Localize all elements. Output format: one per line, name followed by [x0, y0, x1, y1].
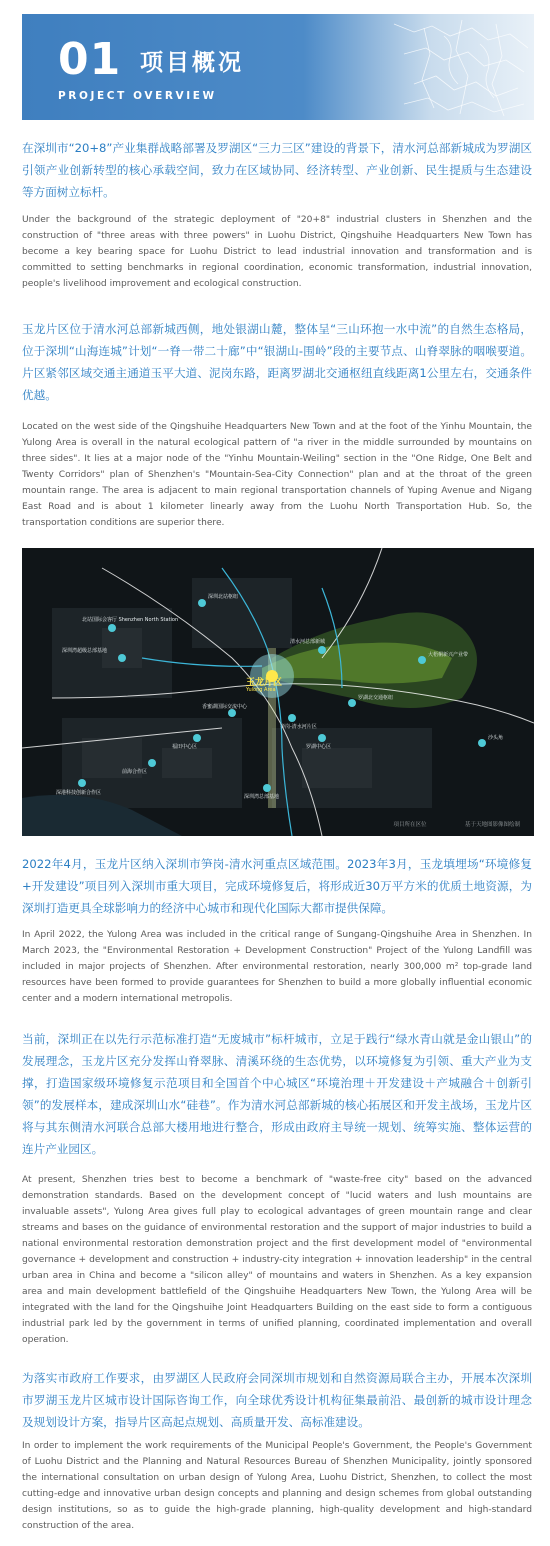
poi-label: 大梧桐新兴产业带	[428, 652, 469, 658]
paragraph-1-cn: 在深圳市“20+8”产业集群战略部署及罗湖区“三力三区”建设的背景下，清水河总部新城成为罗湖区引领产业创新转型的核心承载空间，致力在区域协同、经济转型、产业创新、民生提质与生态建设等方面树立标杆。	[22, 141, 532, 199]
paragraph-1-en: Under the background of the strategic deployment of "20+8" industrial clusters in Shenzhen and the construction of "three areas with three powers" in Luohu District, Qingshuihe Headquarters New Town has become a key bearing space for Luohu District to lead industrial innovation and transformation and is committed to setting benchmarks in regional coordination, economic transformation, industrial innovation, people's livelihood improvement and ecological construction.	[22, 215, 532, 289]
paragraph-4-cn: 当前，深圳正在以先行示范标准打造“无废城市”标杆城市，立足于践行“绿水青山就是金山银山”的发展理念，玉龙片区充分发挥山脊翠脉、清溪环绕的生态优势，以环境修复为引领、重大产业为支撑，打造国家级环境修复示范项目和全国首个中心城区“环境治理＋开发建设＋产城融合＋创新引领”的发展样本，建成深圳山水“硅巷”。作为清水河总部新城的核心拓展区和开发主战场，玉龙片区将与其东侧清水河联合总部大楼用地进行整合，形成由政府主导统一规划、统筹实施、整体运营的连片产业园区。	[22, 1032, 532, 1156]
paragraph-2-en: Located on the west side of the Qingshuihe Headquarters New Town and at the foot of the Yinhu Mountain, the Yulong Area is overall in the natural ecological pattern of "a river in the middle surrounded by mountains on three sides". It lies at a major node of the "Yinhu Mountain-Weiling" section in the "One Ridge, One Belt and Twenty Corridors" plan of Shenzhen's "Mountain-Sea-City Connection" plan and at the throat of the green mountain range. The area is adjacent to main regional transportation channels of Yuping Avenue and Nigang East Road and is about 1 kilometer linearly away from the Luohu North Transportation Hub. So, the transportation conditions are superior there.	[22, 422, 532, 528]
paragraph-5-cn: 为落实市政府工作要求，由罗湖区人民政府会同深圳市规划和自然资源局联合主办，开展本次深圳市罗湖玉龙片区城市设计国际咨询工作，向全球优秀设计机构征集最前沿、最创新的城市设计理念及规划设计方案，指导片区高起点规划、高质量开发、高标准建设。	[22, 1371, 532, 1429]
paragraph-3-cn: 2022年4月，玉龙片区纳入深圳市笋岗-清水河重点区域范围。2023年3月，玉龙填埋场“环境修复+开发建设”项目列入深圳市重大项目，完成环境修复后，将形成近30万平方米的优质土地资源，为深圳打造更具全球影响力的经济中心城市和现代化国际大都市提供保障。	[22, 857, 532, 915]
banner-map-decoration	[384, 14, 534, 120]
poi-label: 沙头角	[488, 735, 504, 741]
site-label-en: Yulong Area	[246, 687, 276, 693]
paragraph-2-cn: 玉龙片区位于清水河总部新城西侧，地处银湖山麓，整体呈“三山环抱一水中流”的自然生态格局，位于深圳“山海连城”计划“一脊一带二十廊”中“银湖山-围岭”段的主要节点、山脊翠脉的咽喉要道。片区紧邻区域交通主通道玉平大道、泥岗东路，距离罗湖北交通枢纽直线距离1公里左右，交通条件优越。	[22, 322, 532, 402]
paragraph-3-en: In April 2022, the Yulong Area was included in the critical range of Sungang-Qingshuihe Area in Shenzhen. In March 2023, the "Environmental Restoration + Development Construction" Project of the Yulong Landfill was included in major projects of Shenzhen. After environmental restoration, nearly 300,000 m² top-grade land resources have been formed to provide guarantees for Shenzhen to build a more globally influential economic center and a modern international metropolis.	[22, 930, 532, 1004]
poi-label: 罗湖中心区	[306, 744, 332, 750]
poi-label: 笋岗-清水河片区	[280, 724, 317, 730]
section-title: 项目概况	[140, 50, 244, 76]
map-credit: 项目所在区位 基于天地图影像图绘制	[393, 822, 520, 828]
location-map	[22, 548, 534, 836]
poi-label: 罗湖北交通枢纽	[358, 695, 394, 701]
section-number: 01	[58, 34, 122, 85]
section-banner	[22, 14, 534, 120]
site-label: 玉龙片区	[246, 678, 283, 688]
poi-label: 深圳湾超级总部基地	[62, 648, 108, 654]
poi-label: 深圳北站枢纽	[208, 594, 239, 600]
section-subtitle: PROJECT OVERVIEW	[58, 90, 217, 102]
poi-label: 北站国际会客厅 Shenzhen North Station	[82, 617, 179, 623]
poi-label: 清水河总部新城	[290, 639, 326, 645]
poi-label: 深港科技创新合作区	[56, 790, 102, 796]
poi-label: 前海合作区	[122, 769, 148, 775]
paragraph-4-en: At present, Shenzhen tries best to become a benchmark of "waste-free city" based on the advanced demonstration standards. Based on the development concept of "lucid waters and lush mountains are invaluable assets", Yulong Area gives full play to ecological advantages of green mountain range and clear streams and bases on the guidance of environmental restoration and the support of major industries to build a national environmental restoration demonstration project and the first development model of "environmental governance + development and construction + industry-city integration + innovation leadership" in the central urban area in China and become a "silicon alley" of mountains and waters in Shenzhen. As a key expansion area and main development battlefield of the Qingshuihe Headquarters New Town, the Yulong Area will be integrated with the land for the Qingshuihe Joint Headquarters Building on the east side to form a contiguous industrial park led by the government in terms of unified planning, coordinated implementation and overall operation.	[22, 1175, 532, 1345]
paragraph-5-en: In order to implement the work requirements of the Municipal People's Government, the People's Government of Luohu District and the Planning and Natural Resources Bureau of Shenzhen Municipality, jointly sponsored the international consultation on urban design of Yulong Area, Luohu District, Shenzhen, to collect the most cutting-edge and innovative urban design concepts and planning and design schemes from global outstanding design institutions, so as to guide the high-grade planning, high-quality development and high-standard construction of the area.	[22, 1441, 532, 1531]
location-map-graphic	[22, 548, 534, 836]
poi-label: 香蜜湖国际交流中心	[202, 704, 248, 710]
poi-label: 福田中心区	[172, 744, 198, 750]
poi-label: 深圳湾总部基地	[244, 794, 280, 800]
